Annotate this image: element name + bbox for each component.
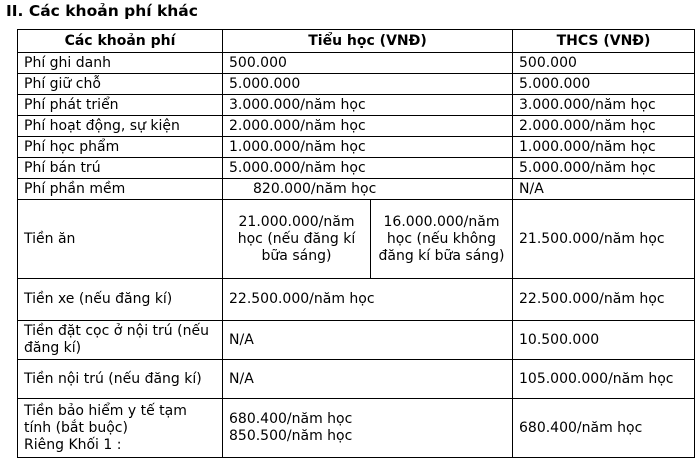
header-primary: Tiểu học (VNĐ) [223,30,513,53]
fee-name: Tiền ăn [18,200,223,279]
table-row [18,74,695,95]
header-fee: Các khoản phí [18,30,223,53]
table-row-bus [18,279,695,321]
boarding-primary: N/A [223,360,513,399]
fee-name: Tiền đặt cọc ở nội trú (nếu đăng kí) [18,321,223,360]
table-row [18,116,695,137]
secondary-value: 2.000.000/năm học [513,116,695,137]
fee-name: Phí giữ chỗ [18,74,223,95]
fees-table [17,29,695,458]
table-row [18,137,695,158]
table-row-insurance [18,399,695,458]
secondary-value: 1.000.000/năm học [513,137,695,158]
table-row-boarding-deposit [18,321,695,360]
fee-name: Phí bán trú [18,158,223,179]
secondary-value: 5.000.000/năm học [513,158,695,179]
secondary-value: 500.000 [513,53,695,74]
primary-value: 5.000.000 [223,74,513,95]
fee-name: Phí phát triển [18,95,223,116]
primary-value: 500.000 [223,53,513,74]
meal-primary-without-breakfast: 16.000.000/năm học (nếu không đăng kí bữa sáng) [371,200,513,279]
table-row [18,179,695,200]
fee-name [18,399,223,458]
header-secondary: THCS (VNĐ) [513,30,695,53]
insurance-fee-line2: Riêng Khối 1 : [24,436,122,453]
insurance-primary-line2: 850.500/năm học [229,428,353,444]
fee-name: Phí ghi danh [18,53,223,74]
insurance-secondary: 680.400/năm học [513,399,695,458]
primary-value: 820.000/năm học [223,179,513,200]
fee-name: Phí phần mềm [18,179,223,200]
boarding-deposit-secondary: 10.500.000 [513,321,695,360]
fee-name: Tiền xe (nếu đăng kí) [18,279,223,321]
section-title: II. Các khoản phí khác [6,2,198,20]
table-row [18,158,695,179]
fee-name: Phí học phẩm [18,137,223,158]
bus-secondary: 22.500.000/năm học [513,279,695,321]
primary-value: 1.000.000/năm học [223,137,513,158]
table-row-boarding [18,360,695,399]
secondary-value: N/A [513,179,695,200]
fee-name: Phí hoạt động, sự kiện [18,116,223,137]
insurance-fee-line1: Tiền bảo hiểm y tế tạm tính (bắt buộc) [24,402,187,436]
table-row [18,95,695,116]
table-row-meal [18,200,695,279]
meal-primary-with-breakfast: 21.000.000/năm học (nếu đăng kí bữa sáng) [223,200,371,279]
bus-primary: 22.500.000/năm học [223,279,513,321]
insurance-primary [223,399,513,458]
secondary-value: 3.000.000/năm học [513,95,695,116]
primary-value: 3.000.000/năm học [223,95,513,116]
table-row [18,53,695,74]
table-header-row [18,30,695,53]
boarding-secondary: 105.000.000/năm học [513,360,695,399]
fee-name: Tiền nội trú (nếu đăng kí) [18,360,223,399]
insurance-primary-line1: 680.400/năm học [229,411,353,427]
boarding-deposit-primary: N/A [223,321,513,360]
meal-secondary: 21.500.000/năm học [513,200,695,279]
primary-value: 5.000.000/năm học [223,158,513,179]
primary-value: 2.000.000/năm học [223,116,513,137]
secondary-value: 5.000.000 [513,74,695,95]
